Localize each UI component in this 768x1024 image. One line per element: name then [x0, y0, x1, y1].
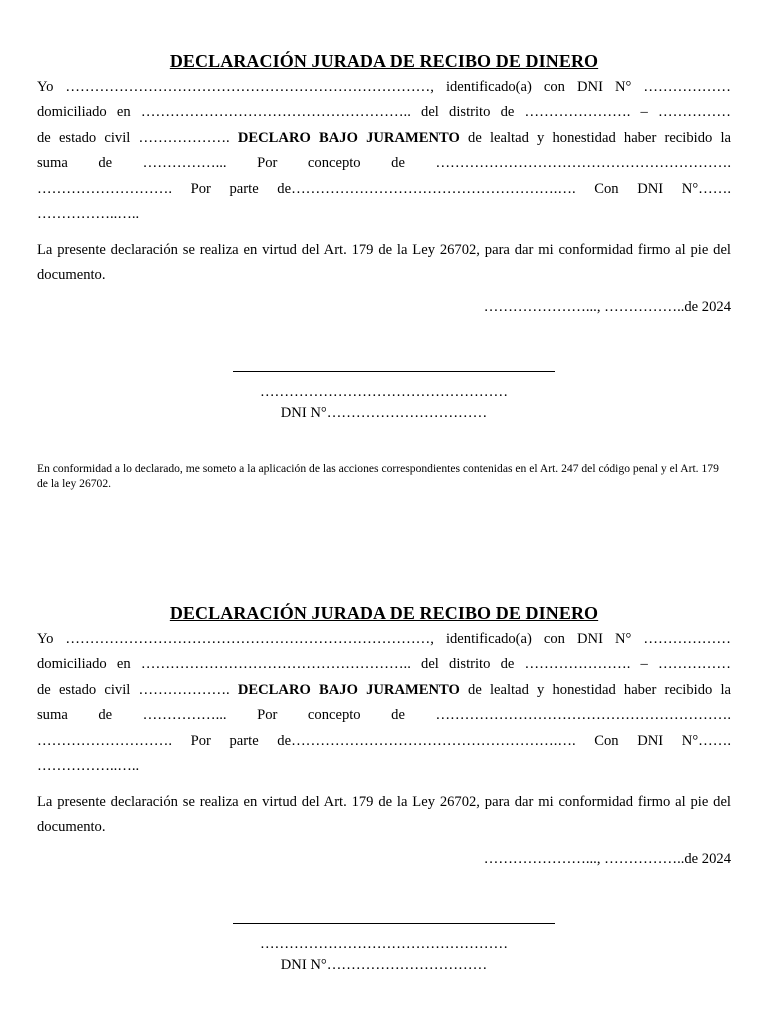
- body-line-4: suma de ……………... Por concepto de …………………………………………………….: [37, 707, 731, 724]
- body-line-2: domiciliado en ……………………………………………….. del distrito de …………………. – ……………: [37, 104, 731, 121]
- body-line-5: ………………………. Por parte de……………………………………………….…. Con DNI N°…….: [37, 180, 731, 197]
- date-line: …………………..., ……………..de 2024: [483, 851, 731, 868]
- declaro-bajo-juramento: DECLARO BAJO JURAMENTO: [237, 681, 460, 698]
- signature-line: [233, 923, 555, 924]
- body-line-3-pre: de estado civil ……………….: [37, 681, 238, 698]
- body-line-3-post: de lealtad y honestidad haber recibido la: [459, 129, 731, 146]
- declaration-body: [37, 627, 731, 779]
- body-line-3: [37, 678, 731, 703]
- body-line-3: [37, 126, 731, 151]
- declaro-bajo-juramento: DECLARO BAJO JURAMENTO: [237, 129, 460, 146]
- signature-dni-field: DNI N°……………………………: [280, 405, 488, 422]
- signature-name-field: ……………………………………………: [259, 936, 509, 953]
- declaration-form-2: [37, 601, 731, 974]
- body-line-3-pre: de estado civil ……………….: [37, 129, 238, 146]
- signature-dni-field: DNI N°……………………………: [280, 957, 488, 974]
- declaration-body: [37, 75, 731, 227]
- body-line-5: ………………………. Por parte de……………………………………………….…. Con DNI N°…….: [37, 732, 731, 749]
- body-line-3-post: de lealtad y honestidad haber recibido la: [459, 681, 731, 698]
- form-title: DECLARACIÓN JURADA DE RECIBO DE DINERO: [169, 51, 599, 71]
- body-line-1: Yo …………………………………………………………………, identificado(a) con DNI N° ………………: [37, 79, 731, 95]
- signature-name-field: ……………………………………………: [259, 384, 509, 401]
- body-line-1: Yo …………………………………………………………………, identificado(a) con DNI N° ………………: [37, 631, 731, 647]
- body-line-2: domiciliado en ……………………………………………….. del distrito de …………………. – ……………: [37, 656, 731, 673]
- form-title: DECLARACIÓN JURADA DE RECIBO DE DINERO: [169, 603, 599, 623]
- signature-line: [233, 371, 555, 372]
- date-line: …………………..., ……………..de 2024: [483, 299, 731, 316]
- conformity-text: La presente declaración se realiza en virtud del Art. 179 de la Ley 26702, para dar mi conformidad firmo al pie del documento.: [37, 242, 731, 284]
- conformity-text: La presente declaración se realiza en virtud del Art. 179 de la Ley 26702, para dar mi conformidad firmo al pie del documento.: [37, 794, 731, 836]
- body-line-6: ……………..…..: [37, 758, 140, 775]
- body-line-4: suma de ……………... Por concepto de …………………………………………………….: [37, 155, 731, 172]
- footnote: En conformidad a lo declarado, me someto a la aplicación de las acciones correspondientes contenidas en el Art. 247 del código penal y el Art. 179 de la ley 26702.: [37, 462, 719, 491]
- body-line-6: ……………..…..: [37, 206, 140, 223]
- declaration-form-1: [37, 49, 731, 491]
